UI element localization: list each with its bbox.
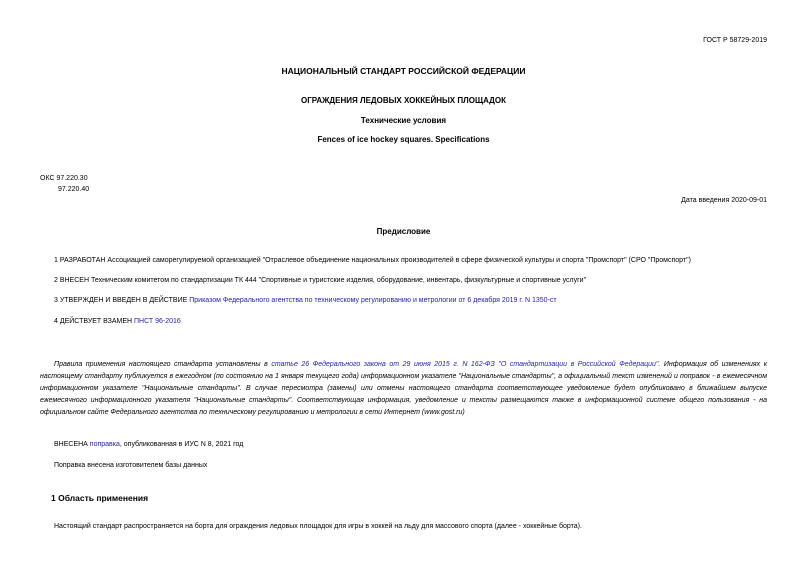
standard-code: ГОСТ Р 58729-2019: [703, 37, 767, 44]
foreword-item-1: 1 РАЗРАБОТАН Ассоциацией саморегулируемой организацией "Отраслевое объединение национальных производителей в сфере физической культуры и спорта "Промспорт" (СРО "Промспорт"): [54, 257, 691, 264]
note-text-1: Правила применения настоящего стандарта установлены в: [54, 361, 272, 368]
section-1-heading: 1 Область применения: [51, 493, 149, 503]
order-link[interactable]: Приказом Федерального агентства по техническому регулированию и метрологии от 6 декабря 2019 г. N 1350-ст: [189, 297, 557, 304]
amendment-text-1: ВНЕСЕНА: [54, 441, 90, 448]
oks-code: ОКС 97.220.30: [40, 175, 88, 182]
english-title: Fences of ice hockey squares. Specifications: [317, 135, 490, 144]
foreword-item-4-text: 4 ДЕЙСТВУЕТ ВЗАМЕН: [54, 318, 134, 325]
foreword-item-3: [54, 297, 557, 304]
amendment-note: Поправка внесена изготовителем базы данных: [54, 462, 208, 469]
document-subtitle: Технические условия: [360, 116, 447, 125]
federal-law-link[interactable]: статье 26 Федерального закона от 29 июня 2015 г. N 162-ФЗ "О стандартизации в Российской Федерации": [271, 361, 659, 368]
national-standard-title: НАЦИОНАЛЬНЫЙ СТАНДАРТ РОССИЙСКОЙ ФЕДЕРАЦИИ: [281, 66, 526, 76]
amendment-text-2: , опубликованная в ИУС N 8, 2021 год: [119, 441, 244, 448]
foreword-item-2: 2 ВНЕСЕН Техническим комитетом по стандартизации ТК 444 "Спортивные и туристские изделия, оборудование, инвентарь, физкультурные и спортивные услуги": [54, 277, 587, 284]
amendment-link[interactable]: поправка: [89, 441, 120, 448]
document-title: ОГРАЖДЕНИЯ ЛЕДОВЫХ ХОККЕЙНЫХ ПЛОЩАДОК: [301, 96, 506, 105]
section-1-text: Настоящий стандарт распространяется на борта для ограждения ледовых площадок для игры в хоккей на льду для массового спорта (далее - хоккейные борта).: [54, 523, 582, 530]
application-note: [40, 359, 767, 419]
oks-code-second: 97.220.40: [58, 186, 90, 193]
pnst-link[interactable]: ПНСТ 96-2016: [133, 318, 181, 325]
foreword-item-4: [54, 318, 181, 325]
intro-date: Дата введения 2020-09-01: [681, 197, 767, 204]
amendment-line: [54, 441, 243, 448]
note-text-2: . Информация об изменениях к настоящему стандарту публикуется в ежегодном (по состоянию на 1 января текущего года) информационном указателе "Национальные стандарты", а официальный текст изменений и поправок - в ежемесячном информационном указателе "Национальные стандарты". В случае пересмотра (замены) или отмены настоящего стандарта соответствующее уведомление будет опубликовано в ближайшем выпуске ежемесячного информационного указателя "Национальные стандарты". Соответствующая информация, уведомление и тексты размещаются также в информационной системе общего пользования - на официальном сайте Федерального агентства по техническому регулированию и метрологии в сети Интернет (www.gost.ru): [40, 361, 768, 416]
foreword-heading: Предисловие: [376, 227, 431, 236]
foreword-item-3-text: 3 УТВЕРЖДЕН И ВВЕДЕН В ДЕЙСТВИЕ: [54, 297, 190, 304]
